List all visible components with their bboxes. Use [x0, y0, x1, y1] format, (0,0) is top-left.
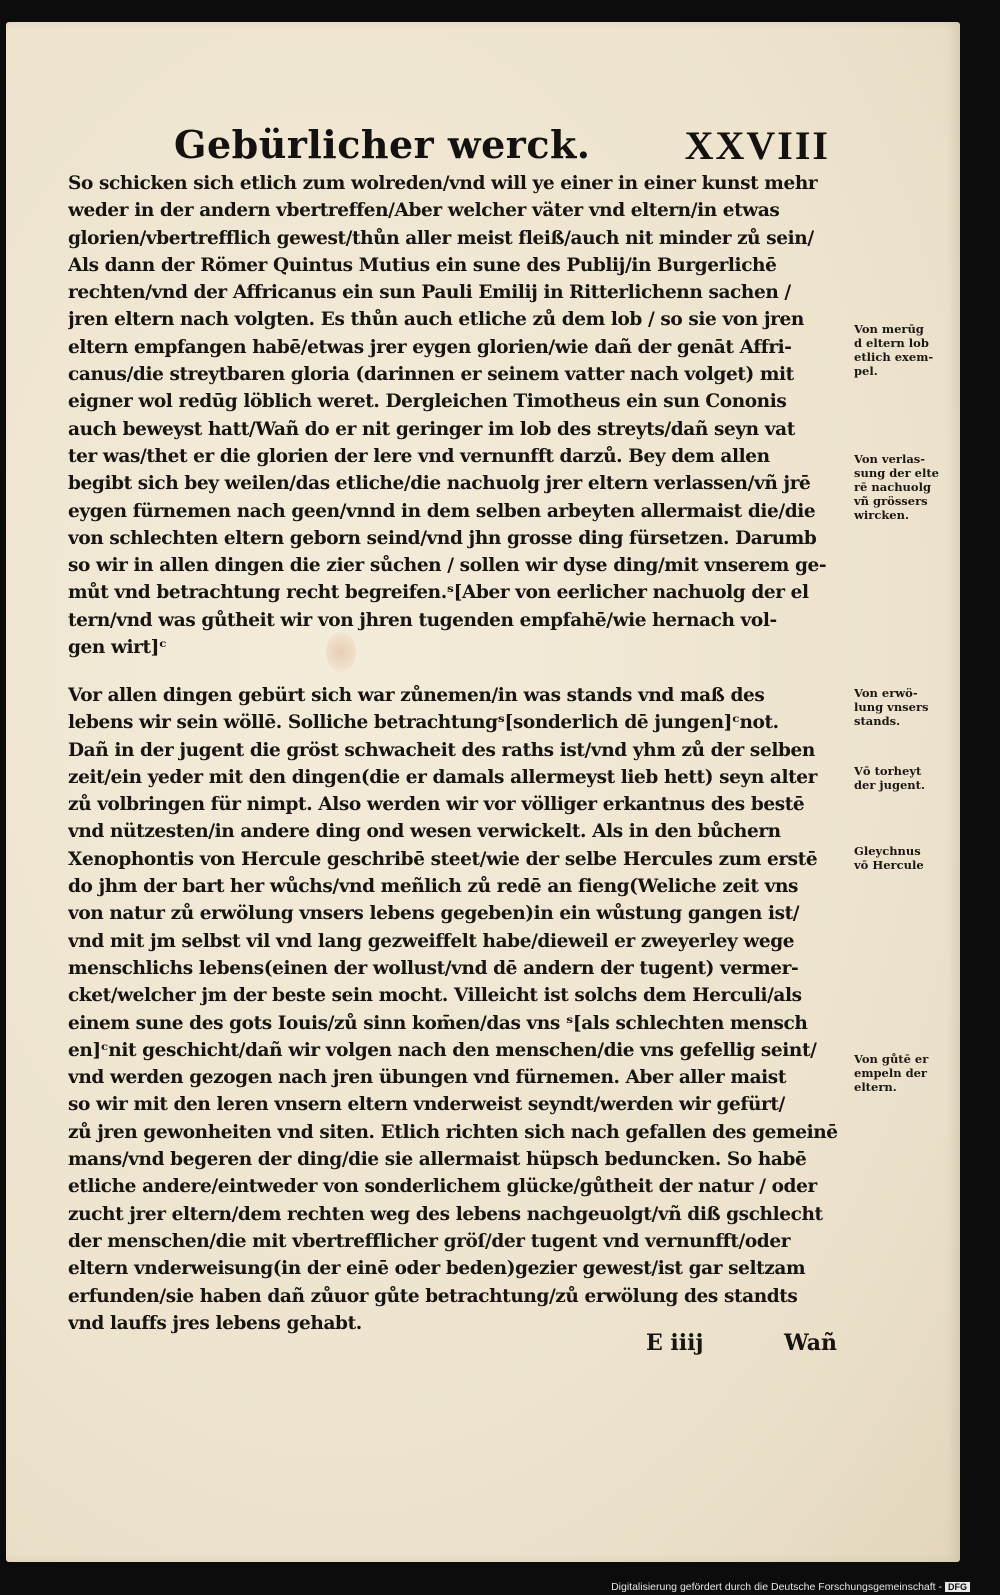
paragraph-2	[68, 682, 850, 1337]
text-line: gen wirt]ᶜ	[68, 637, 167, 659]
text-line: vnd mit jm selbst vil vnd lang gezweiffelt habe/dieweil er zweyerley wege	[68, 930, 795, 952]
text-line: tern/vnd was gůtheit wir von jhren tugenden empfahē/wie hernach vol-	[68, 609, 777, 631]
text-line: eltern empfangen habē/etwas jrer eygen glorien/wie dañ der genāt Affri-	[68, 336, 792, 358]
marginal-note-line: eltern.	[854, 1080, 897, 1094]
marginal-note-line: wircken.	[854, 508, 909, 522]
marginal-note-line: etlich exem-	[854, 350, 934, 364]
marginal-note-line: vō Hercule	[854, 858, 924, 872]
folio-number: XXVIII	[684, 123, 830, 168]
catchword: Wañ	[784, 1330, 838, 1356]
text-line: einem sune des gots Iouis/zů sinn kom̄en/das vns ˢ[als schlechten mensch	[68, 1012, 808, 1034]
marginal-note-line: Von gůtē er	[854, 1052, 929, 1066]
marginal-note-line: Gleychnus	[854, 844, 921, 858]
text-line: zů volbringen für nimpt. Also werden wir vor völliger erkantnus des bestē	[68, 794, 805, 816]
text-line: en]ᶜnit geschicht/dañ wir volgen nach den menschen/die vns gefellig seint/	[68, 1039, 817, 1061]
text-line: jren eltern nach volgten. Es thůn auch etliche zů dem lob / so sie von jren	[68, 309, 804, 331]
marginal-note-line: Von merūg	[854, 322, 924, 336]
text-line: lebens wir sein wöllē. Solliche betrachtungˢ[sonderlich dē jungen]ᶜnot.	[68, 712, 779, 734]
running-title: Gebürlicher werck.	[174, 122, 591, 167]
text-line: do jhm der bart her wůchs/vnd meñlich zů redē an fieng(Weliche zeit vns	[68, 876, 799, 898]
text-line: Dañ in der jugent die gröst schwacheit des raths ist/vnd yhm zů der selben	[68, 739, 815, 761]
text-line: vnd nützesten/in andere ding ond wesen verwickelt. Als in den bůchern	[68, 821, 781, 843]
text-line: zeit/ein yeder mit den dingen(die er damals allermeyst lieb hett) seyn alter	[68, 766, 817, 788]
paragraph-1	[68, 170, 850, 661]
marginal-note	[854, 764, 950, 792]
marginal-note-line: der jugent.	[854, 778, 925, 792]
text-line: der menschen/die mit vbertrefflicher gröſ/der tugent vnd vernunfft/oder	[68, 1230, 791, 1252]
text-line: von natur zů erwölung vnsers lebens gegeben)in ein wůstung gangen ist/	[68, 903, 800, 925]
text-line: Vor allen dingen gebürt sich war zůnemen/in was stands vnd maß des	[68, 685, 765, 706]
text-line: begibt sich bey weilen/das etliche/die nachuolg jrer eltern verlassen/vñ jrē	[68, 473, 811, 495]
marginal-note-line: vñ grössers	[854, 494, 928, 508]
text-line: vnd lauffs jres lebens gehabt.	[68, 1312, 362, 1334]
text-line: etliche andere/eintweder von sonderlichem glücke/gůtheit der natur / oder	[68, 1176, 817, 1198]
text-line: rechten/vnd der Affricanus ein sun Pauli Emilij in Ritterlichenn sachen /	[68, 282, 791, 304]
text-line: glorien/vbertrefflich gewest/thůn aller meist fleiß/auch nit minder zů sein/	[68, 227, 814, 249]
marginal-note-line: sung der elte	[854, 466, 939, 480]
text-line: von schlechten eltern geborn seind/vnd jhn grosse ding fürsetzen. Darumb	[68, 527, 817, 549]
text-line: zů jren gewonheiten vnd siten. Etlich richten sich nach gefallen des gemeinē	[68, 1121, 838, 1143]
marginal-note	[854, 686, 950, 728]
text-line: So schicken sich etlich zum wolreden/vnd will ye einer in einer kunst mehr	[68, 173, 818, 194]
signature-mark: E iiij	[646, 1330, 704, 1356]
text-line: eigner wol redūg löblich weret. Dergleichen Timotheus ein sun Cononis	[68, 391, 787, 413]
credit-text: Digitalisierung gefördert durch die Deutsche Forschungsgemeinschaft -	[611, 1581, 942, 1593]
text-line: so wir mit den leren vnsern eltern vnderweist seyndt/werden wir gefürt/	[68, 1094, 785, 1116]
marginal-note-line: stands.	[854, 714, 901, 728]
marginal-note	[854, 1052, 950, 1094]
text-line: canus/die streytbaren gloria (darinnen er seinem vatter nach volget) mit	[68, 364, 794, 386]
text-line: Xenophontis von Hercule geschribē steet/wie der selbe Hercules zum erstē	[68, 848, 818, 870]
marginal-note	[854, 322, 950, 378]
marginal-note	[854, 844, 950, 872]
marginal-note-line: pel.	[854, 364, 878, 378]
marginal-note-line: d eltern lob	[854, 336, 929, 350]
text-line: eltern vnderweisung(in der einē oder beden)gezier gewest/ist gar seltzam	[68, 1258, 806, 1280]
text-line: Als dann der Römer Quintus Mutius ein sune des Publij/in Burgerlichē	[68, 254, 777, 276]
text-line: eygen fürnemen nach geen/vnnd in dem selben arbeyten allermaist die/die	[68, 500, 816, 522]
marginal-note-line: Vō torheyt	[854, 764, 922, 778]
marginal-note-line: rē nachuolg	[854, 480, 931, 494]
marginal-note	[854, 452, 950, 522]
digitization-credit	[611, 1581, 970, 1593]
text-line: erfunden/sie haben dañ zůuor gůte betrachtung/zů erwölung des standts	[68, 1285, 798, 1307]
text-line: ter was/thet er die glorien der lere vnd vernunfft darzů. Bey dem allen	[68, 445, 770, 467]
marginal-note-line: Von erwö-	[854, 686, 918, 700]
marginal-note-line: Von verlas-	[854, 452, 926, 466]
text-line: menschlichs lebens(einen der wollust/vnd dē andern der tugent) vermer-	[68, 957, 799, 979]
marginal-note-line: lung vnsers	[854, 700, 929, 714]
text-line: zucht jrer eltern/dem rechten weg des lebens nachgeuolgt/vñ diß gschlecht	[68, 1203, 823, 1225]
text-line: weder in der andern vbertreffen/Aber welcher väter vnd eltern/in etwas	[68, 200, 780, 222]
text-line: auch beweyst hatt/Wañ do er nit geringer im lob des streyts/dañ seyn vat	[68, 418, 795, 440]
text-line: cket/welcher jm der beste sein mocht. Villeicht ist solchs dem Herculi/als	[68, 985, 802, 1007]
text-line: mans/vnd begeren der ding/die sie allermaist hüpsch beduncken. So habē	[68, 1149, 807, 1171]
book-page	[6, 22, 960, 1562]
text-line: můt vnd betrachtung recht begreifen.ˢ[Aber von eerlicher nachuolg der el	[68, 582, 809, 604]
dfg-logo: DFG	[945, 1582, 970, 1592]
text-line: vnd werden gezogen nach jren übungen vnd fürnemen. Aber aller maist	[68, 1067, 786, 1089]
text-line: so wir in allen dingen die zier sůchen / sollen wir dyse ding/mit vnserem ge-	[68, 555, 827, 577]
marginal-note-line: empeln der	[854, 1066, 927, 1080]
